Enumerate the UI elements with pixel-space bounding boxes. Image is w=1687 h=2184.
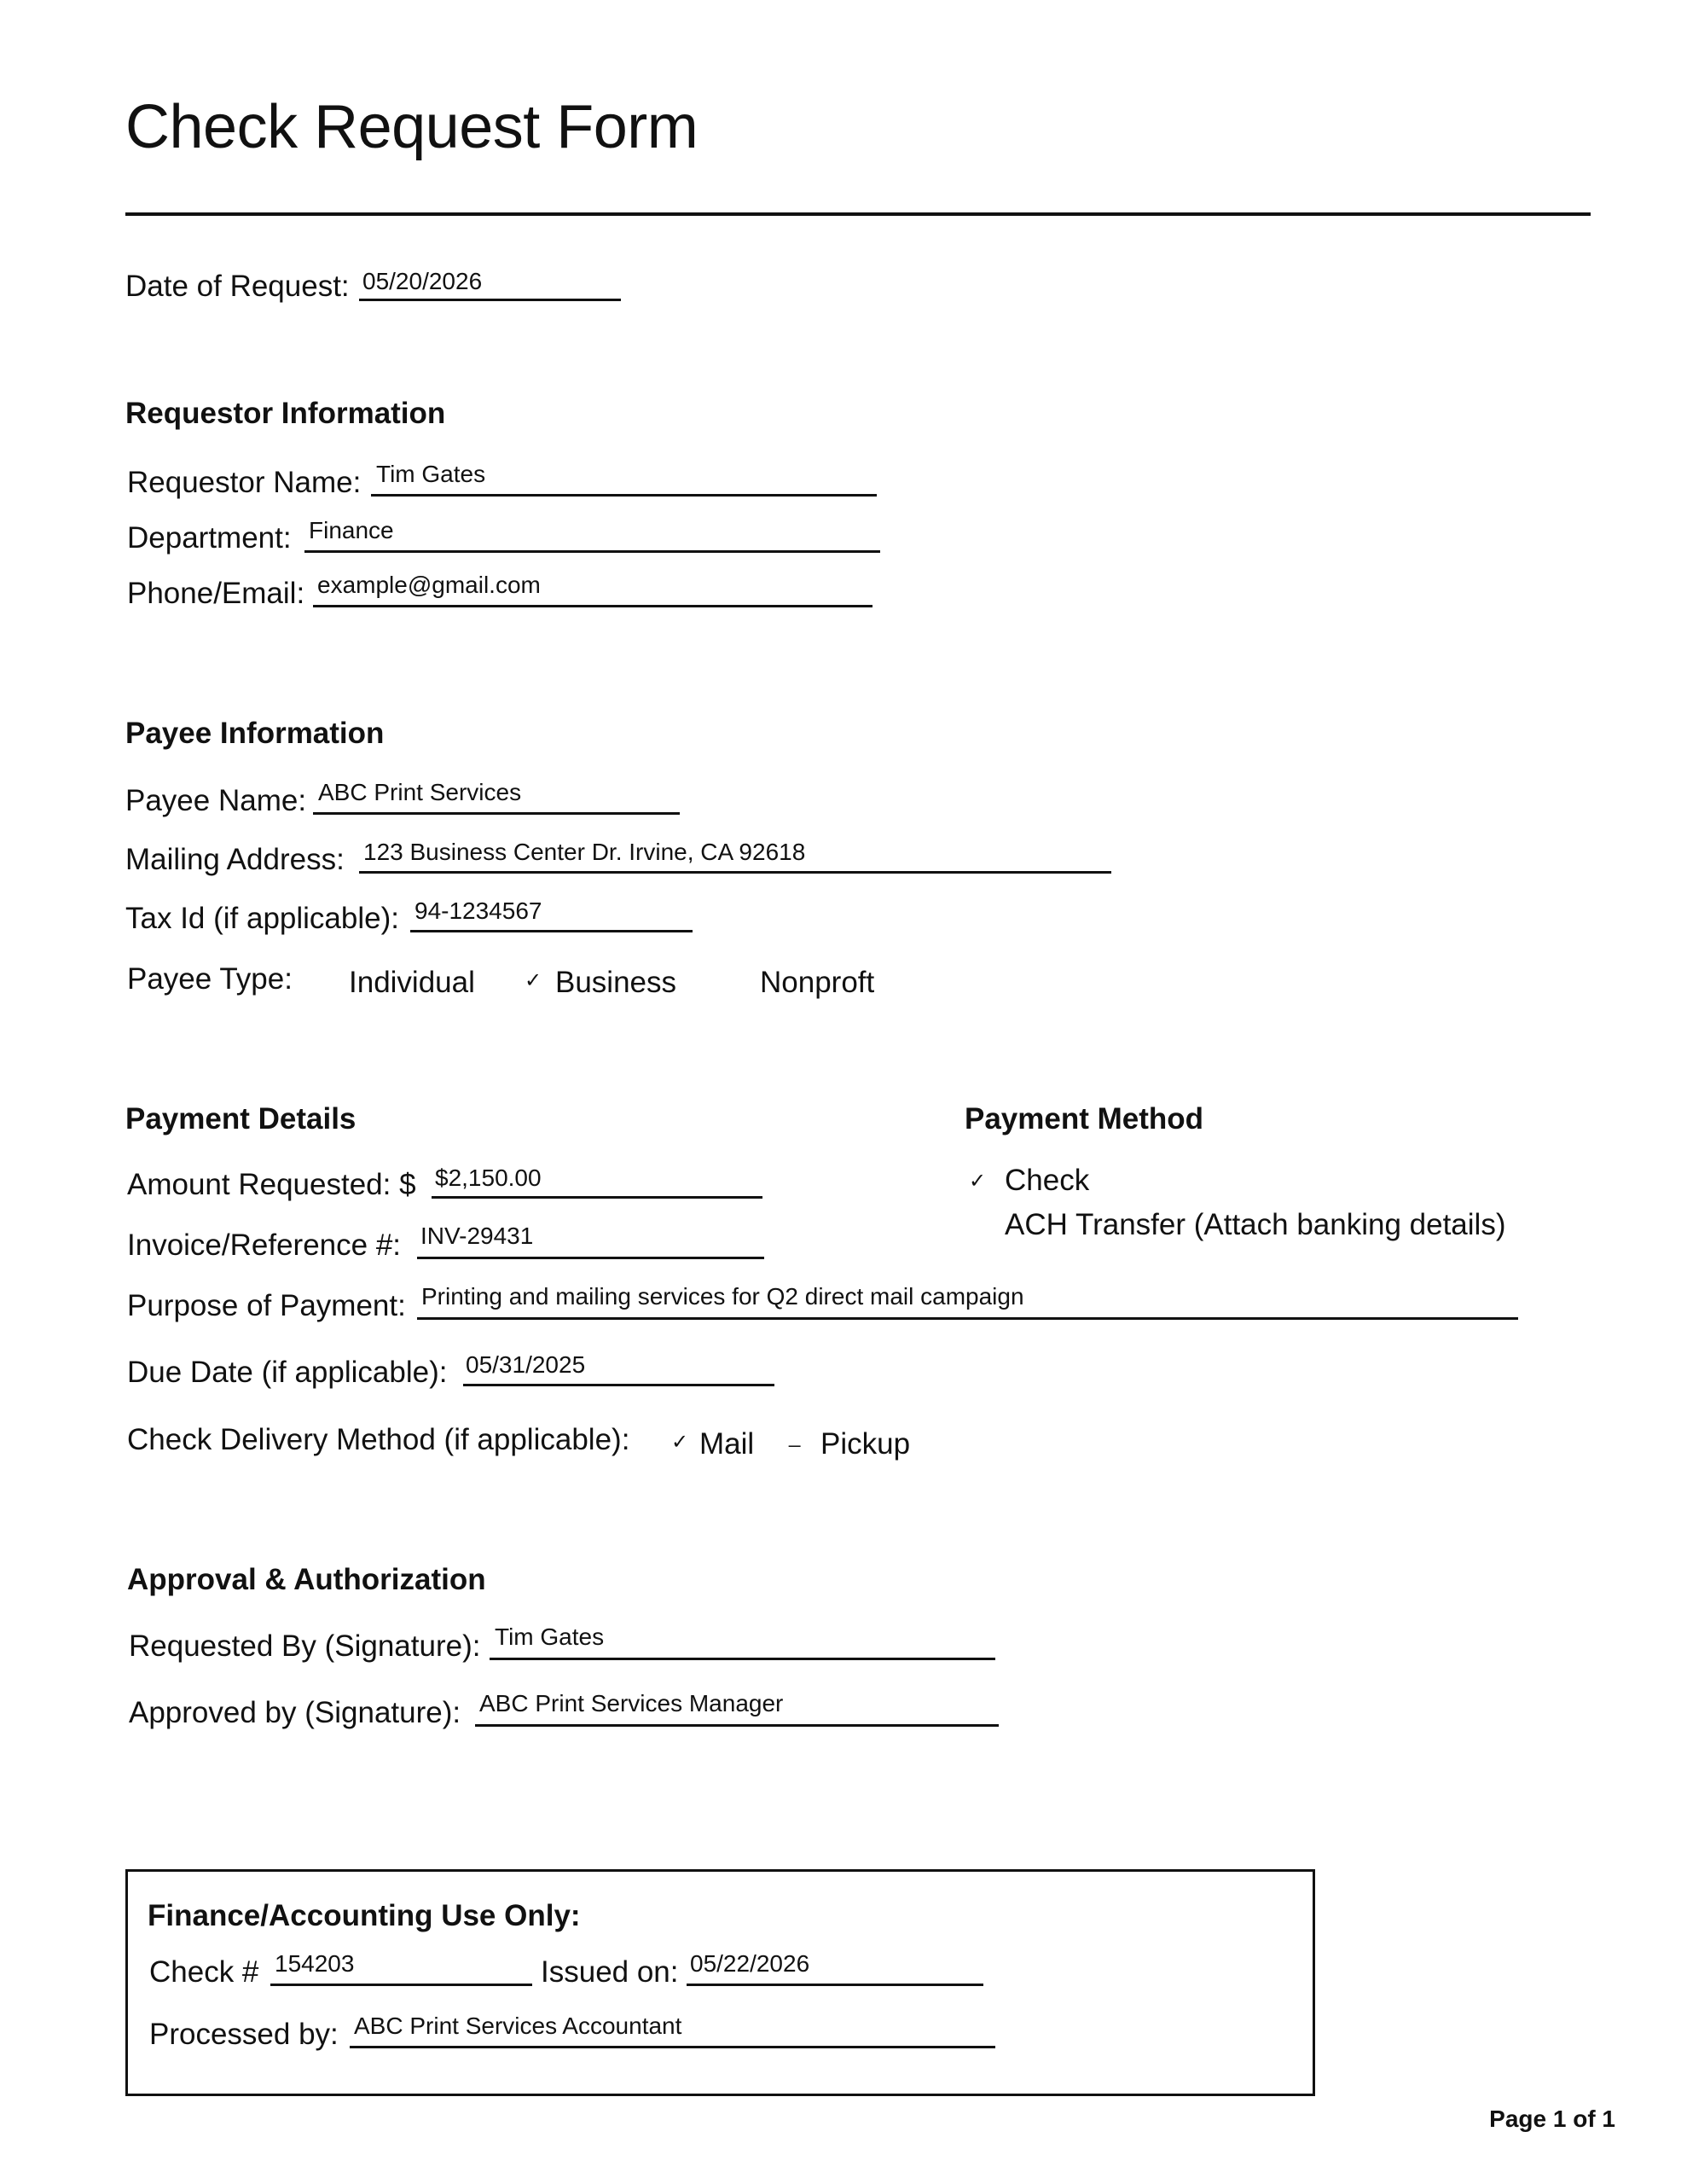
processed-by-value[interactable]: ABC Print Services Accountant — [354, 2013, 682, 2039]
page-number: Page 1 of 1 — [1489, 2106, 1615, 2132]
delivery-pickup-blank-icon: _ — [789, 1425, 801, 1448]
tax-id-label: Tax Id (if applicable): — [125, 902, 399, 935]
amount-line — [432, 1196, 762, 1199]
delivery-pickup[interactable]: Pickup — [820, 1427, 911, 1461]
requested-by-label: Requested By (Signature): — [129, 1629, 481, 1663]
check-number-line — [270, 1984, 532, 1986]
payee-name-value[interactable]: ABC Print Services — [318, 779, 522, 805]
delivery-label: Check Delivery Method (if applicable): — [127, 1423, 630, 1456]
payee-type-label: Payee Type: — [127, 962, 293, 996]
requestor-heading: Requestor Information — [125, 397, 446, 430]
payee-heading: Payee Information — [125, 717, 385, 750]
delivery-mail[interactable]: Mail — [699, 1427, 755, 1461]
invoice-line — [417, 1257, 764, 1259]
requestor-name-line — [371, 494, 877, 497]
due-date-label: Due Date (if applicable): — [127, 1356, 448, 1389]
issued-on-value[interactable]: 05/22/2026 — [690, 1950, 810, 1977]
payment-method-check-checkmark-icon: ✓ — [969, 1170, 987, 1193]
mailing-address-value[interactable]: 123 Business Center Dr. Irvine, CA 92618 — [363, 839, 806, 865]
finance-heading: Finance/Accounting Use Only: — [148, 1899, 581, 1932]
department-line — [304, 550, 880, 553]
payee-name-line — [313, 812, 680, 815]
check-number-value[interactable]: 154203 — [275, 1950, 355, 1977]
payee-type-business-checkmark-icon: ✓ — [525, 969, 542, 992]
check-number-label: Check # — [149, 1955, 259, 1989]
title-divider — [125, 212, 1591, 216]
page-title: Check Request Form — [125, 93, 699, 161]
approved-by-line — [475, 1724, 999, 1727]
purpose-label: Purpose of Payment: — [127, 1289, 406, 1322]
payment-method-heading: Payment Method — [965, 1102, 1204, 1136]
payment-details-heading: Payment Details — [125, 1102, 357, 1136]
contact-label: Phone/Email: — [127, 577, 305, 610]
requested-by-signature[interactable]: Tim Gates — [495, 1623, 605, 1650]
requestor-name-label: Requestor Name: — [127, 466, 362, 499]
mailing-address-label: Mailing Address: — [125, 843, 345, 876]
approval-heading: Approval & Authorization — [127, 1563, 486, 1596]
tax-id-value[interactable]: 94-1234567 — [415, 897, 542, 924]
department-value[interactable]: Finance — [309, 517, 394, 543]
date-of-request-value[interactable]: 05/20/2026 — [362, 268, 483, 294]
requested-by-line — [490, 1658, 995, 1660]
due-date-value[interactable]: 05/31/2025 — [466, 1351, 586, 1378]
processed-by-label: Processed by: — [149, 2018, 339, 2051]
issued-on-line — [687, 1984, 983, 1986]
delivery-mail-checkmark-icon: ✓ — [671, 1431, 689, 1454]
payment-method-ach[interactable]: ACH Transfer (Attach banking details) — [1005, 1208, 1506, 1241]
invoice-label: Invoice/Reference #: — [127, 1228, 402, 1262]
date-of-request-label: Date of Request: — [125, 270, 350, 303]
processed-by-line — [350, 2046, 995, 2048]
date-of-request-line — [359, 299, 621, 301]
payee-type-business[interactable]: Business — [555, 966, 677, 999]
invoice-value[interactable]: INV-29431 — [420, 1223, 534, 1249]
tax-id-line — [410, 930, 693, 932]
requestor-name-value[interactable]: Tim Gates — [376, 461, 486, 487]
purpose-line — [417, 1317, 1518, 1320]
department-label: Department: — [127, 521, 292, 555]
payee-name-label: Payee Name: — [125, 784, 307, 817]
approved-by-signature[interactable]: ABC Print Services Manager — [479, 1690, 784, 1716]
approved-by-label: Approved by (Signature): — [129, 1696, 461, 1729]
payment-method-check[interactable]: Check — [1005, 1164, 1090, 1197]
contact-line — [313, 605, 872, 607]
due-date-line — [463, 1384, 774, 1386]
amount-value[interactable]: $2,150.00 — [435, 1165, 542, 1191]
issued-on-label: Issued on: — [541, 1955, 679, 1989]
mailing-address-line — [359, 871, 1111, 874]
amount-label: Amount Requested: $ — [127, 1168, 416, 1201]
payee-type-individual[interactable]: Individual — [349, 966, 475, 999]
purpose-value[interactable]: Printing and mailing services for Q2 direct mail campaign — [421, 1283, 1024, 1310]
payee-type-nonprofit[interactable]: Nonproft — [760, 966, 875, 999]
contact-value[interactable]: example@gmail.com — [317, 572, 541, 598]
